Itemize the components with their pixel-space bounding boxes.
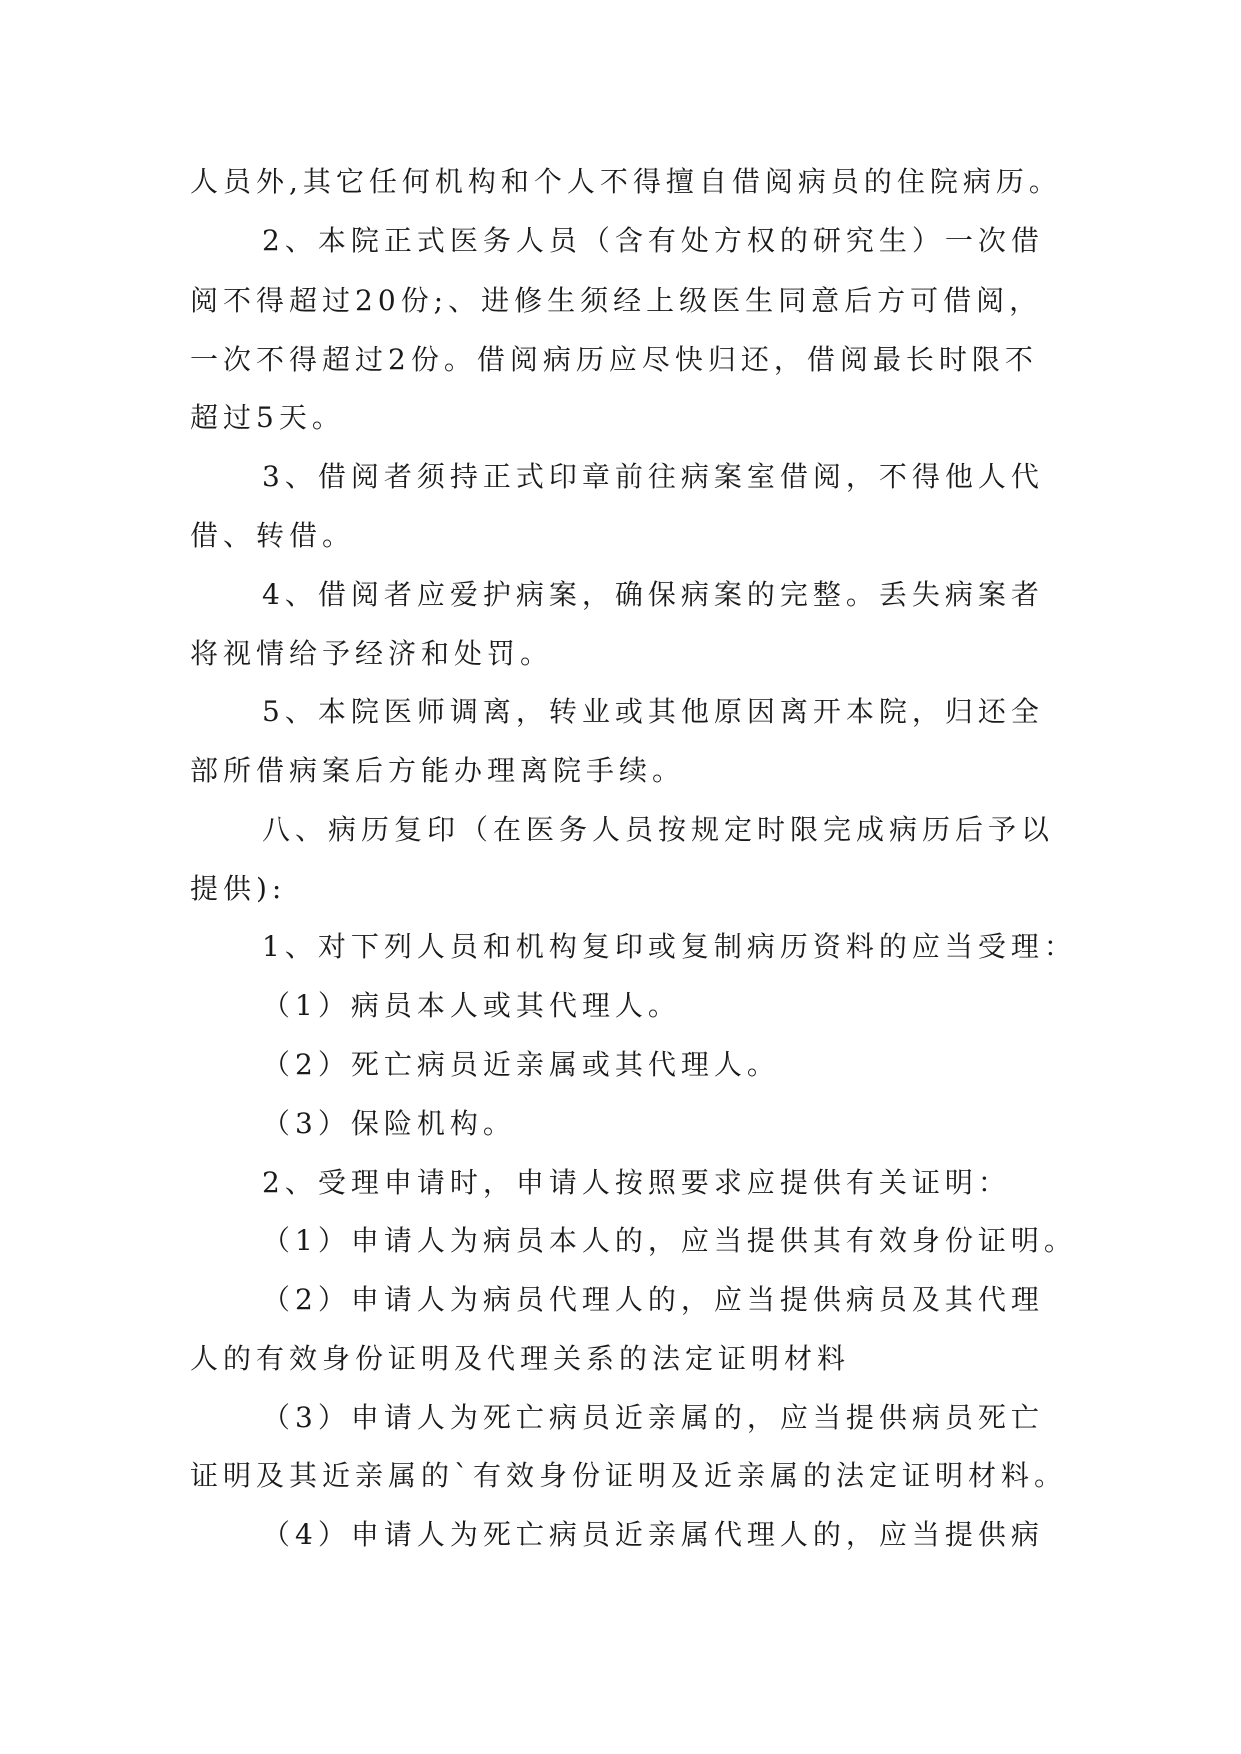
text-line: 人的有效身份证明及代理关系的法定证明材料 [190, 1342, 851, 1375]
text-line: 2、本院正式医务人员（含有处方权的研究生）一次借 [262, 224, 1044, 257]
text-line: 证明及其近亲属的`有效身份证明及近亲属的法定证明材料。 [190, 1459, 1068, 1492]
section-heading: 八、病历复印（在医务人员按规定时限完成病历后予以 [262, 813, 1055, 846]
text-line: 2、受理申请时，申请人按照要求应提供有关证明： [262, 1166, 1011, 1199]
text-line: 部所借病案后方能办理离院手续。 [190, 754, 686, 787]
text-line: 1、对下列人员和机构复印或复制病历资料的应当受理： [262, 930, 1077, 963]
text-line: 5、本院医师调离，转业或其他原因离开本院，归还全 [262, 695, 1044, 728]
text-line: 一次不得超过2份。借阅病历应尽快归还，借阅最长时限不 [190, 343, 1038, 376]
text-line: 阅不得超过20份;、进修生须经上级医生同意后方可借阅， [190, 284, 1043, 317]
text-line: 人员外,其它任何机构和个人不得擅自借阅病员的住院病历。 [190, 165, 1062, 198]
text-line: 4、借阅者应爱护病案，确保病案的完整。丢失病案者 [262, 578, 1044, 611]
text-line: 超过5天。 [190, 401, 345, 434]
text-line: 3、借阅者须持正式印章前往病案室借阅，不得他人代 [262, 460, 1044, 493]
list-item: （3）申请人为死亡病员近亲属的，应当提供病员死亡 [262, 1401, 1044, 1434]
list-item: （2）申请人为病员代理人的，应当提供病员及其代理 [262, 1283, 1044, 1316]
list-item: （3）保险机构。 [262, 1107, 516, 1140]
text-line: 将视情给予经济和处罚。 [190, 637, 554, 670]
text-line: 借、转借。 [190, 519, 356, 552]
text-line: 提供): [190, 872, 287, 905]
list-item: （4）申请人为死亡病员近亲属代理人的，应当提供病 [262, 1518, 1044, 1551]
list-item: （1）病员本人或其代理人。 [262, 989, 681, 1022]
list-item: （2）死亡病员近亲属或其代理人。 [262, 1048, 780, 1081]
list-item: （1）申请人为病员本人的，应当提供其有效身份证明。 [262, 1224, 1077, 1257]
